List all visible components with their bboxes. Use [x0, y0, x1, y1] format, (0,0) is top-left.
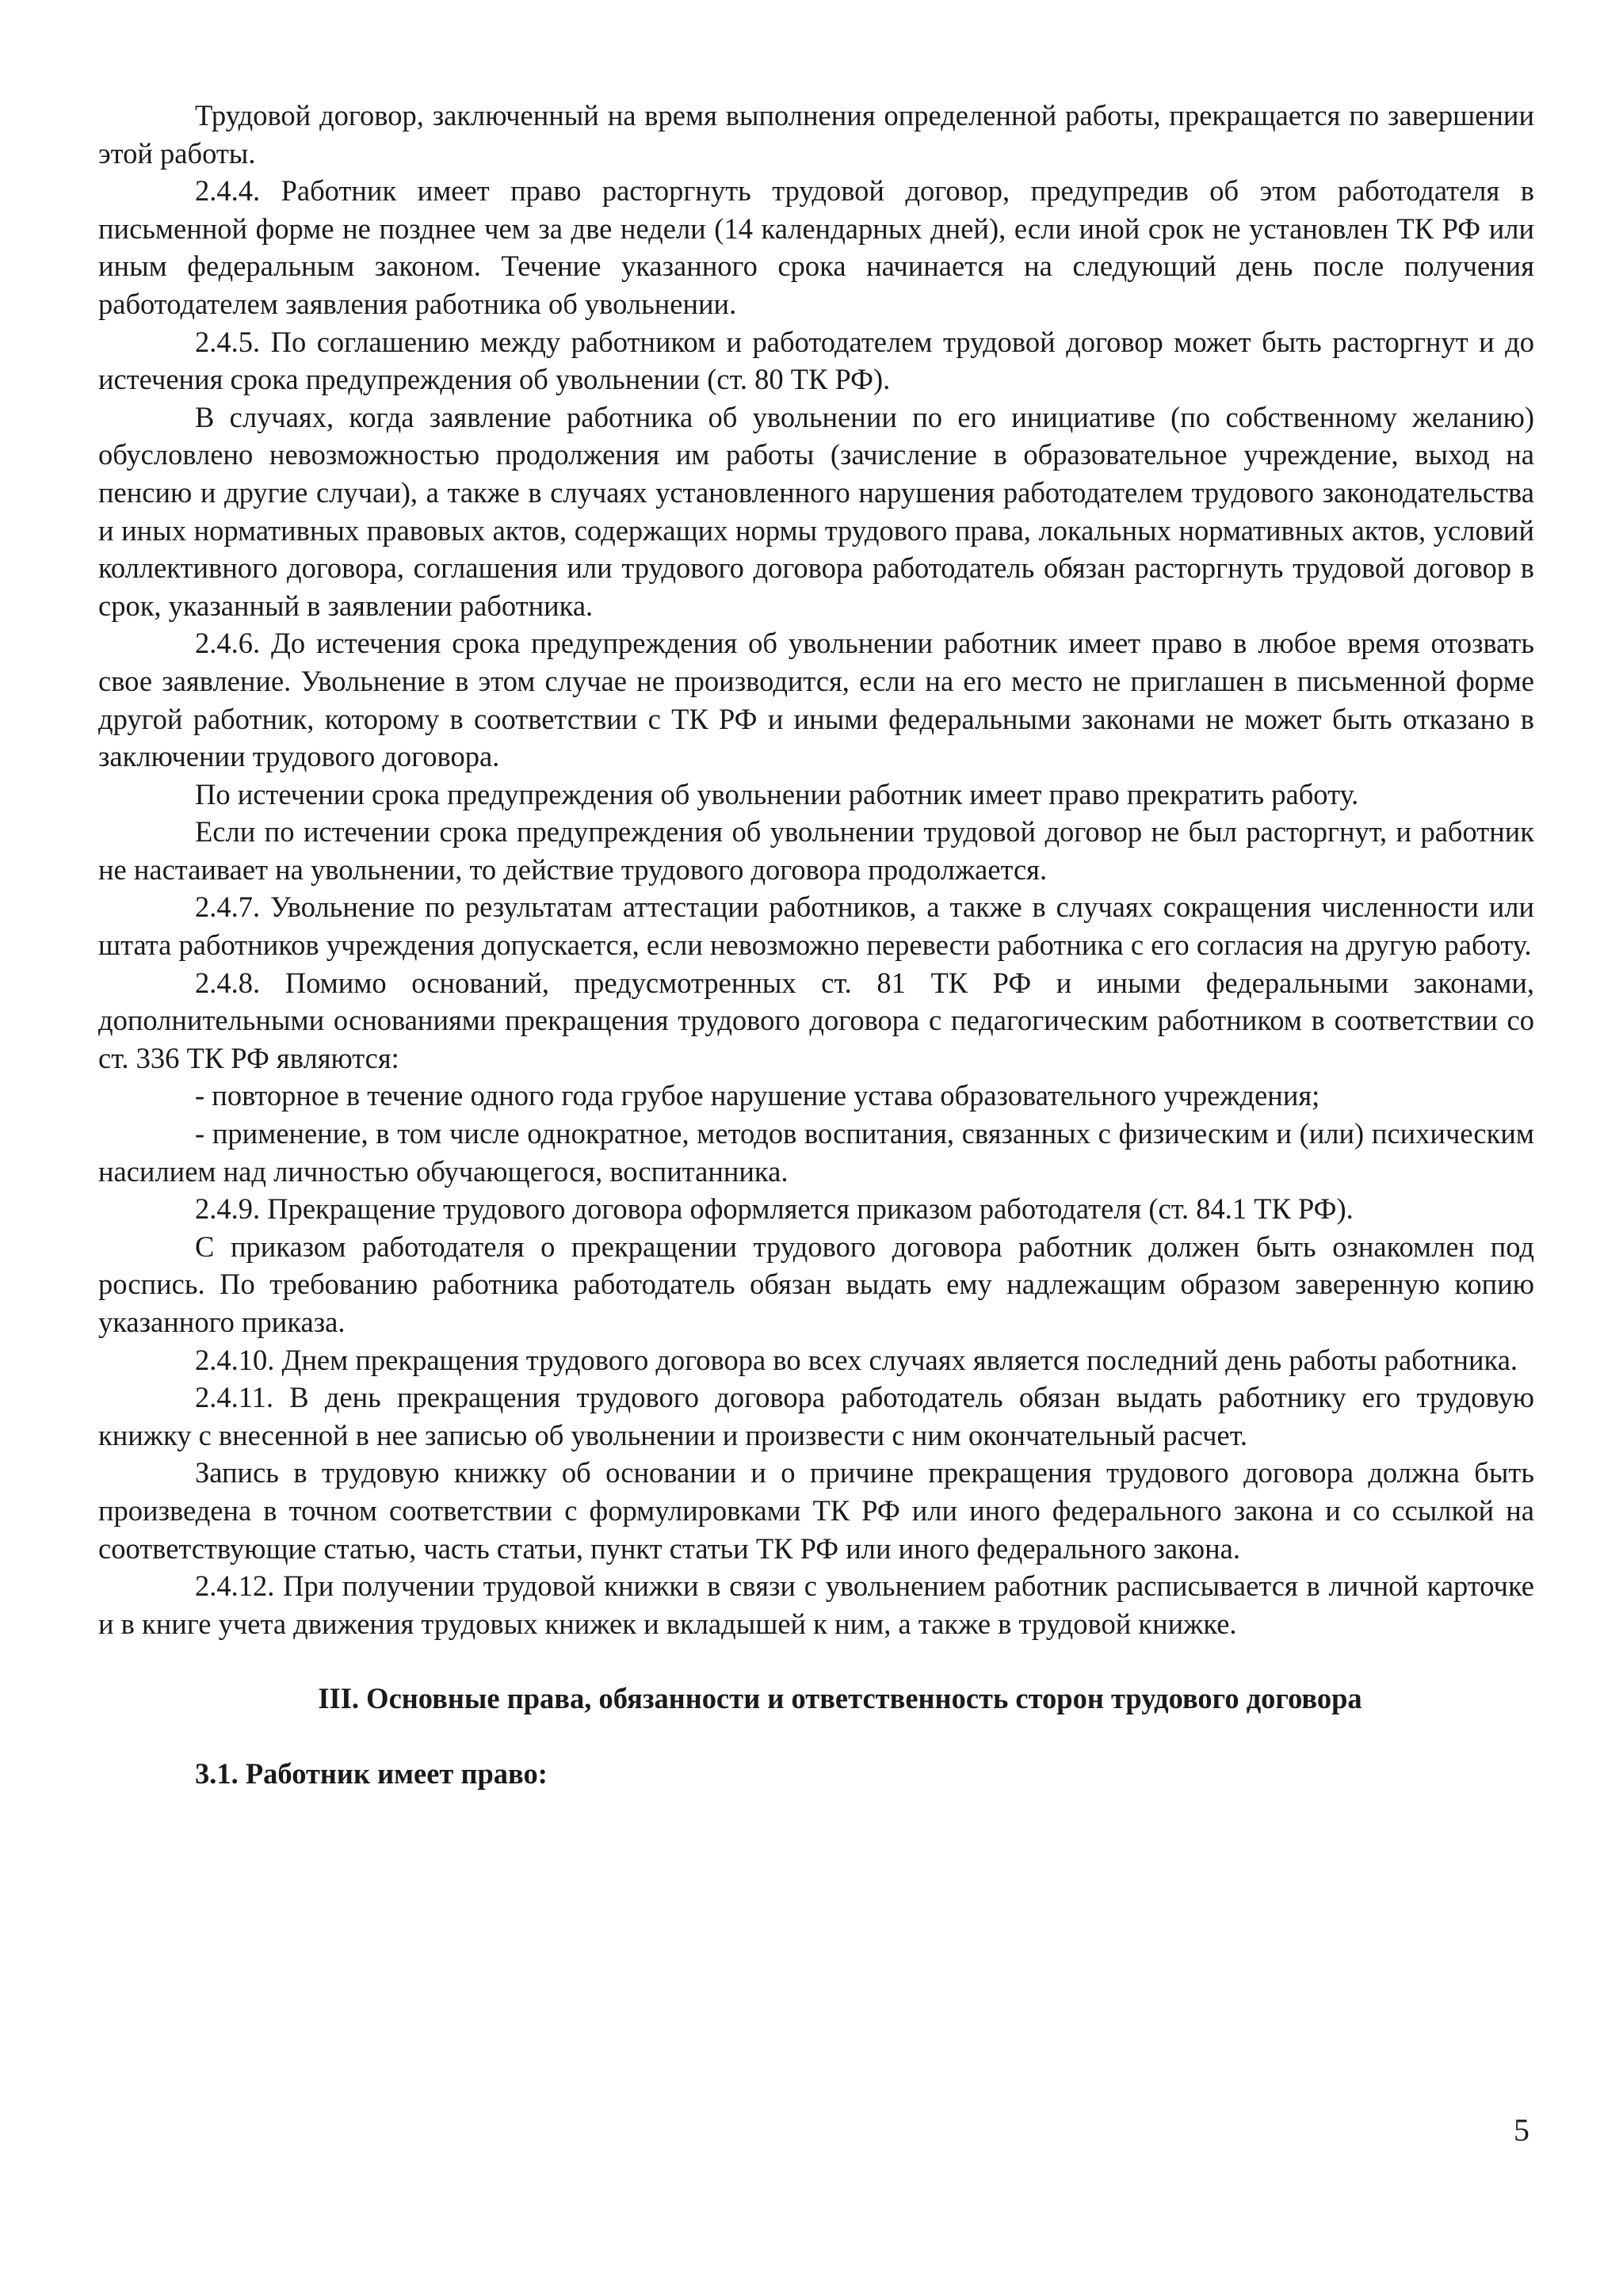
- paragraph-2-4-6: 2.4.6. До истечения срока предупреждения об увольнении работник имеет право в любое время отозвать свое заявление. Увольнение в этом случае не производится, если на его место не приглашен в письменной форме другой работник, которому в соответствии с ТК РФ и иными федеральными законами не может быть отказано в заключении трудового договора.: [98, 627, 1534, 773]
- paragraph-2-4-10: 2.4.10. Днем прекращения трудового договора во всех случаях является последний день работы работника.: [195, 1343, 1518, 1376]
- list-item-violence: - применение, в том числе однократное, методов воспитания, связанных с физическим и (или) психическим насилием над личностью обучающегося, воспитанника.: [98, 1117, 1534, 1188]
- paragraph-workbook-record: Запись в трудовую книжку об основании и о причине прекращения трудового договора должна быть произведена в точном соответствии с формулировками ТК РФ или иного федерального закона и со ссылкой на соответствующие статью, часть статьи, пункт статьи ТК РФ или иного федерального закона.: [98, 1456, 1534, 1565]
- paragraph-contract-end: Трудовой договор, заключенный на время выполнения определенной работы, прекращается по завершении этой работы.: [98, 99, 1534, 170]
- paragraph-2-4-8: 2.4.8. Помимо оснований, предусмотренных ст. 81 ТК РФ и иными федеральными законами, дополнительными основаниями прекращения трудового договора с педагогическим работником в соответствии со ст. 336 ТК РФ являются:: [98, 966, 1534, 1074]
- page-number: 5: [1514, 2112, 1529, 2148]
- section-title: III. Основные права, обязанности и ответственность сторон трудового договора: [318, 1682, 1362, 1715]
- paragraph-2-4-12: 2.4.12. При получении трудовой книжки в связи с увольнением работник расписывается в личной карточке и в книге учета движения трудовых книжек и вкладышей к ним, а также в трудовой книжке.: [98, 1569, 1534, 1640]
- document-page: [98, 97, 1534, 1793]
- paragraph-2-4-9: 2.4.9. Прекращение трудового договора оформляется приказом работодателя (ст. 84.1 ТК РФ).: [195, 1192, 1354, 1226]
- paragraph-stop-work: По истечении срока предупреждения об увольнении работник имеет право прекратить работу.: [195, 777, 1359, 810]
- paragraph-contract-continues: Если по истечении срока предупреждения об увольнении трудовой договор не был расторгнут, и работник не настаивает на увольнении, то действие трудового договора продолжается.: [98, 815, 1534, 886]
- paragraph-2-4-7: 2.4.7. Увольнение по результатам аттестации работников, а также в случаях сокращения численности или штата работников учреждения допускается, если невозможно перевести работника с его согласия на другую работу.: [98, 891, 1534, 962]
- paragraph-2-4-11: 2.4.11. В день прекращения трудового договора работодатель обязан выдать работнику его трудовую книжку с внесенной в нее записью об увольнении и произвести с ним окончательный расчет.: [98, 1381, 1534, 1451]
- paragraph-2-4-5: 2.4.5. По соглашению между работником и работодателем трудовой договор может быть расторгнут и до истечения срока предупреждения об увольнении (ст. 80 ТК РФ).: [98, 325, 1534, 396]
- paragraph-order-acknowledgement: С приказом работодателя о прекращении трудового договора работник должен быть ознакомлен под роспись. По требованию работника работодатель обязан выдать ему надлежащим образом заверенную копию указанного приказа.: [98, 1230, 1534, 1338]
- list-item-charter-violation: - повторное в течение одного года грубое нарушение устава образовательного учреждения;: [195, 1079, 1320, 1112]
- subsection-title: 3.1. Работник имеет право:: [195, 1756, 548, 1790]
- paragraph-early-termination-cases: В случаях, когда заявление работника об увольнении по его инициативе (по собственному желанию) обусловлено невозможностью продолжения им работы (зачисление в образовательное учреждение, выход на пенсию и другие случаи), а также в случаях установленного нарушения работодателем трудового законодательства и иных нормативных правовых актов, содержащих нормы трудового права, локальных нормативных актов, условий коллективного договора, соглашения или трудового договора работодатель обязан расторгнуть трудовой договор в срок, указанный в заявлении работника.: [98, 400, 1534, 622]
- paragraph-2-4-4: 2.4.4. Работник имеет право расторгнуть трудовой договор, предупредив об этом работодателя в письменной форме не позднее чем за две недели (14 календарных дней), если иной срок не установлен ТК РФ или иным федеральным законом. Течение указанного срока начинается на следующий день после получения работодателем заявления работника об увольнении.: [98, 174, 1534, 320]
